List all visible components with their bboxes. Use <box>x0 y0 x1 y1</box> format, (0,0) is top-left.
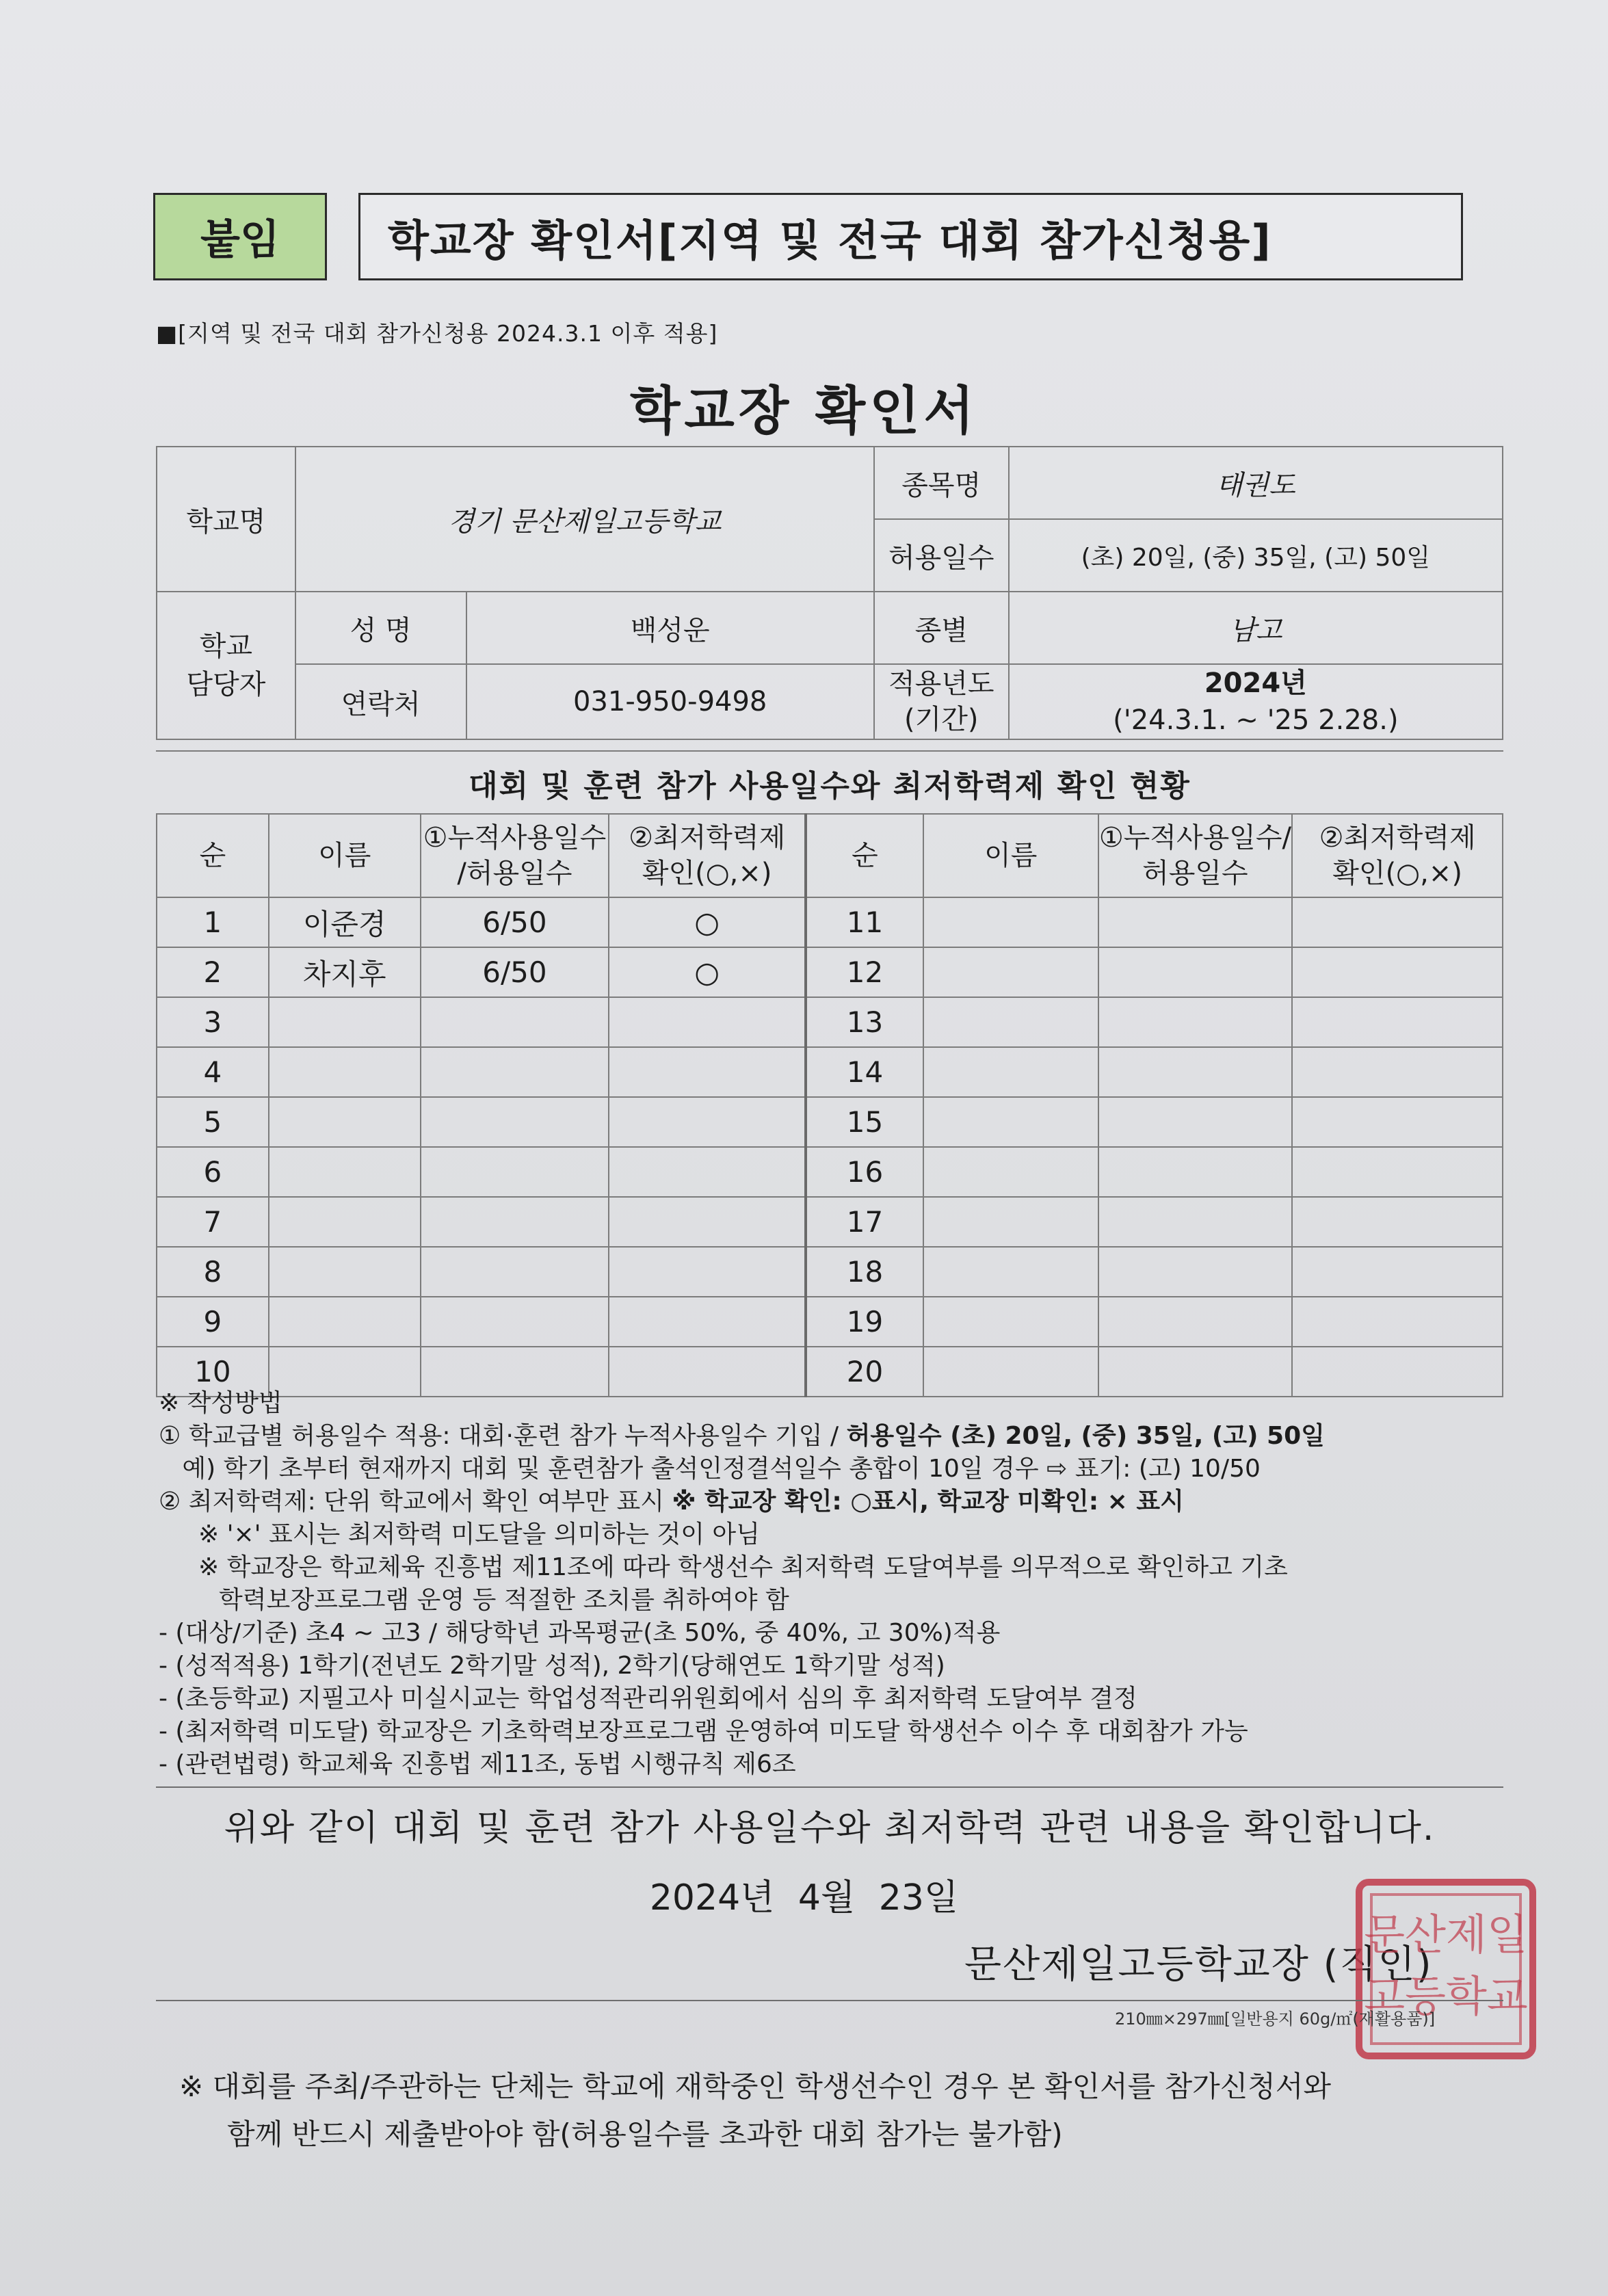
header-days-right: ①누적사용일수/ 허용일수 <box>1098 814 1293 897</box>
student-name <box>269 1047 421 1097</box>
instruction-line: - (성적적용) 1학기(전년도 2학기말 성적), 2학기(당해연도 1학기말 성적) <box>159 1652 945 1680</box>
staff-name: 백성운 <box>466 592 874 664</box>
contact-value: 031-950-9498 <box>466 664 874 739</box>
instruction-line <box>159 1486 1520 1518</box>
instruction-line: 학력보장프로그램 운영 등 적절한 조치를 취하여야 함 <box>219 1586 789 1614</box>
used-days <box>421 1097 609 1147</box>
divider <box>156 1786 1503 1788</box>
row-number-right: 18 <box>806 1247 923 1297</box>
confirm-statement: 위와 같이 대회 및 훈련 참가 사용일수와 최저학력 관련 내용을 확인합니다. <box>224 1808 1436 1849</box>
table-row <box>157 1147 1503 1197</box>
used-days-right <box>1098 997 1293 1047</box>
records-table <box>156 813 1503 1397</box>
period-range: ('24.3.1. ~ '25 2.28.) <box>1113 704 1399 736</box>
period-year: 2024년 <box>1204 668 1307 699</box>
student-name <box>269 1247 421 1297</box>
header-check-right: ②최저학력제 확인(○,×) <box>1292 814 1503 897</box>
used-days-right <box>1098 947 1293 997</box>
student-name-right <box>923 1297 1098 1347</box>
used-days: 6/50 <box>421 897 609 947</box>
student-name-right <box>923 997 1098 1047</box>
academic-check-right <box>1292 997 1503 1047</box>
school-name: 경기 문산제일고등학교 <box>295 447 874 592</box>
paper-spec: 210㎜×297㎜[일반용지 60g/㎡(재활용품)] <box>1115 2009 1436 2029</box>
footer-line: 함께 반드시 제출받아야 함(허용일수를 초과한 대회 참가는 불가함) <box>227 2117 1063 2151</box>
instruction-line: - (최저학력 미도달) 학교장은 기초학력보장프로그램 운영하여 미도달 학생선수 이수 후 대회참가 가능 <box>159 1717 1248 1745</box>
footer-note <box>179 2063 1479 2159</box>
divider <box>156 2000 1503 2001</box>
academic-check <box>609 1147 806 1197</box>
table-row <box>157 1297 1503 1347</box>
header <box>153 193 1463 280</box>
instruction-line <box>159 1420 1520 1453</box>
category-label: 종별 <box>874 592 1009 664</box>
row-number-right: 17 <box>806 1197 923 1247</box>
used-days <box>421 1297 609 1347</box>
instruction-line: - (관련법령) 학교체육 진흥법 제11조, 동법 시행규칙 제6조 <box>159 1750 796 1778</box>
applied-note: ■[지역 및 전국 대회 참가신청용 2024.3.1 이후 적용] <box>156 320 718 347</box>
student-name <box>269 997 421 1047</box>
svg-text:문산제일: 문산제일 <box>1364 1910 1528 1959</box>
row-number-right: 16 <box>806 1147 923 1197</box>
row-number: 4 <box>157 1047 269 1097</box>
event-value: 태권도 <box>1009 447 1503 519</box>
issue-date: 2024년 4월 23일 <box>649 1877 959 1918</box>
allowed-days-value: (초) 20일, (중) 35일, (고) 50일 <box>1009 519 1503 592</box>
used-days-right <box>1098 1247 1293 1297</box>
name-label: 성 명 <box>295 592 466 664</box>
student-name-right <box>923 947 1098 997</box>
used-days <box>421 1147 609 1197</box>
header-name: 이름 <box>269 814 421 897</box>
row-number: 1 <box>157 897 269 947</box>
row-number: 5 <box>157 1097 269 1147</box>
header-name-right: 이름 <box>923 814 1098 897</box>
table-row <box>157 1047 1503 1097</box>
academic-check-right <box>1292 1097 1503 1147</box>
table-row <box>157 1097 1503 1147</box>
used-days-right <box>1098 1147 1293 1197</box>
student-name <box>269 1147 421 1197</box>
row-number: 7 <box>157 1197 269 1247</box>
attachment-label: 붙임 <box>153 193 327 280</box>
instructions-heading: ※ 작성방법 <box>159 1389 282 1417</box>
instruction-line: ※ '×' 표시는 최저학력 미도달을 의미하는 것이 아님 <box>198 1520 760 1548</box>
row-number-right: 14 <box>806 1047 923 1097</box>
svg-text:고등학교: 고등학교 <box>1364 1971 1528 2021</box>
academic-check <box>609 997 806 1047</box>
academic-check <box>609 1047 806 1097</box>
student-name: 차지후 <box>269 947 421 997</box>
academic-check: ○ <box>609 947 806 997</box>
row-number: 9 <box>157 1297 269 1347</box>
academic-check <box>609 1197 806 1247</box>
used-days <box>421 1197 609 1247</box>
category-value: 남고 <box>1009 592 1503 664</box>
student-name-right <box>923 1147 1098 1197</box>
table-header-row <box>157 814 1503 897</box>
allowed-days-label: 허용일수 <box>874 519 1009 592</box>
used-days-right <box>1098 1197 1293 1247</box>
row-number-right: 11 <box>806 897 923 947</box>
header-days: ①누적사용일수 /허용일수 <box>421 814 609 897</box>
table-row <box>157 1247 1503 1297</box>
student-name-right <box>923 897 1098 947</box>
used-days <box>421 1047 609 1097</box>
academic-check-right <box>1292 1147 1503 1197</box>
contact-label: 연락처 <box>295 664 466 739</box>
period-label: 적용년도 (기간) <box>874 664 1009 739</box>
used-days-right <box>1098 1097 1293 1147</box>
school-name-label: 학교명 <box>157 447 295 592</box>
used-days-right <box>1098 1297 1293 1347</box>
academic-check-right <box>1292 1197 1503 1247</box>
section-title: 대회 및 훈련 참가 사용일수와 최저학력제 확인 현황 <box>156 750 1503 815</box>
main-title: 학교장 확인서 <box>630 380 978 441</box>
instruction-bold: 허용일수 (초) 20일, (중) 35일, (고) 50일 <box>846 1422 1325 1450</box>
academic-check <box>609 1297 806 1347</box>
principal-signature: 문산제일고등학교장 (직인) <box>964 1942 1433 1987</box>
academic-check-right <box>1292 1047 1503 1097</box>
instruction-text: ② 최저학력제: 단위 학교에서 확인 여부만 표시 <box>159 1488 672 1516</box>
header-no: 순 <box>157 814 269 897</box>
academic-check <box>609 1097 806 1147</box>
table-row <box>157 997 1503 1047</box>
academic-check-right <box>1292 947 1503 997</box>
row-number: 6 <box>157 1147 269 1197</box>
student-name-right <box>923 1247 1098 1297</box>
row-number-right: 15 <box>806 1097 923 1147</box>
instruction-line: ※ 학교장은 학교체육 진흥법 제11조에 따라 학생선수 최저학력 도달여부를 의무적으로 확인하고 기초 <box>198 1553 1288 1581</box>
used-days <box>421 1247 609 1297</box>
footer-line: ※ 대회를 주최/주관하는 단체는 학교에 재학중인 학생선수인 경우 본 확인서를 참가신청서와 <box>179 2070 1332 2103</box>
info-table <box>156 446 1503 740</box>
row-number: 3 <box>157 997 269 1047</box>
row-number: 8 <box>157 1247 269 1297</box>
instruction-text: ① 학교급별 허용일수 적용: 대회·훈련 참가 누적사용일수 기입 / <box>159 1422 847 1450</box>
period-value <box>1009 664 1503 739</box>
used-days <box>421 997 609 1047</box>
row-number-right: 19 <box>806 1297 923 1347</box>
student-name-right <box>923 1047 1098 1097</box>
instruction-line: - (대상/기준) 초4 ~ 고3 / 해당학년 과목평균(초 50%, 중 40%, 고 30%)적용 <box>159 1619 1001 1647</box>
academic-check-right <box>1292 1247 1503 1297</box>
academic-check <box>609 1247 806 1297</box>
row-number-right: 13 <box>806 997 923 1047</box>
document-title: 학교장 확인서[지역 및 전국 대회 참가신청용] <box>358 193 1463 280</box>
instruction-line: 예) 학기 초부터 현재까지 대회 및 훈련참가 출석인정결석일수 총합이 10일 경우 ⇨ 표기: (고) 10/50 <box>159 1455 1261 1483</box>
student-name-right <box>923 1197 1098 1247</box>
student-name <box>269 1097 421 1147</box>
header-check: ②최저학력제 확인(○,×) <box>609 814 806 897</box>
table-row <box>157 1197 1503 1247</box>
academic-check-right <box>1292 897 1503 947</box>
student-name <box>269 1197 421 1247</box>
row-number: 2 <box>157 947 269 997</box>
table-row <box>157 947 1503 997</box>
instruction-line: - (초등학교) 지필고사 미실시교는 학업성적관리위원회에서 심의 후 최저학력 도달여부 결정 <box>159 1685 1137 1713</box>
academic-check-right <box>1292 1297 1503 1347</box>
table-row <box>157 897 1503 947</box>
student-name: 이준경 <box>269 897 421 947</box>
staff-label: 학교 담당자 <box>157 592 295 739</box>
header-no-right: 순 <box>806 814 923 897</box>
used-days-right <box>1098 897 1293 947</box>
event-label: 종목명 <box>874 447 1009 519</box>
student-name <box>269 1297 421 1347</box>
official-seal-icon <box>1351 1874 1541 2064</box>
used-days-right <box>1098 1047 1293 1097</box>
instruction-bold: ※ 학교장 확인: ○표시, 학교장 미확인: × 표시 <box>672 1488 1184 1516</box>
row-number-right: 20 <box>806 1347 923 1397</box>
row-number: 10 <box>157 1347 269 1397</box>
used-days: 6/50 <box>421 947 609 997</box>
row-number-right: 12 <box>806 947 923 997</box>
instructions <box>159 1387 1520 1781</box>
student-name-right <box>923 1097 1098 1147</box>
academic-check: ○ <box>609 897 806 947</box>
